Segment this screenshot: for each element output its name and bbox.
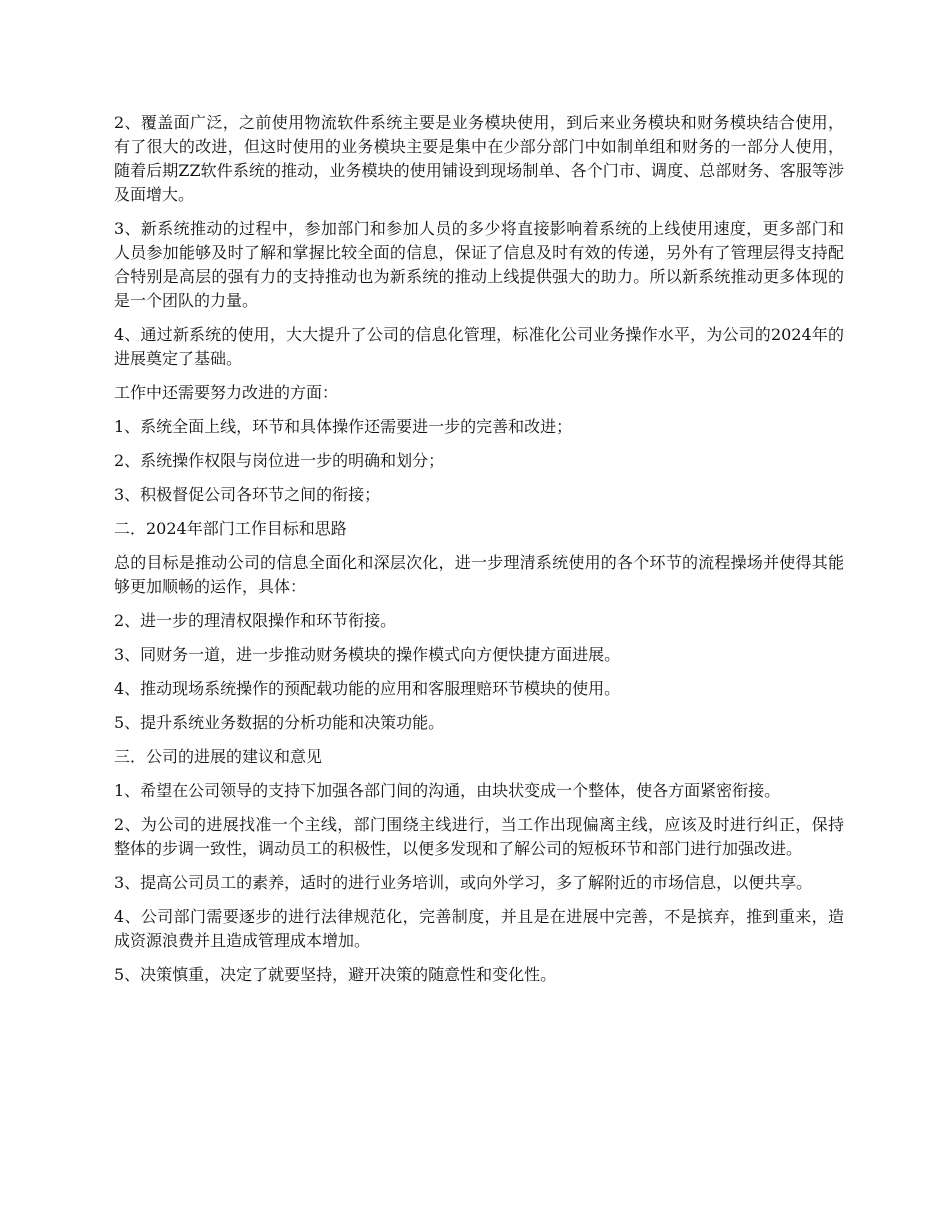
paragraph-suggestion-3: 3、提高公司员工的素养，适时的进行业务培训，或向外学习，多了解附近的市场信息，以便共享。 (114, 873, 813, 892)
paragraph-team-participation: 3、新系统推动的过程中，参加部门和参加人员的多少将直接影响着系统的上线使用速度，更多部门和人员参加能够及时了解和掌握比较全面的信息，保证了信息及时有效的传递，另外有了管理层得支持配合特别是高层的强有力的支持推动也为新系统的推动上线提供强大的助力。所以新系统推动更多体现的是一个团队的力量。 (114, 219, 844, 310)
paragraph-goal-4: 4、推动现场系统操作的预配载功能的应用和客服理赔环节模块的使用。 (114, 679, 621, 698)
paragraph-suggestion-5: 5、决策慎重，决定了就要坚持，避开决策的随意性和变化性。 (114, 965, 557, 984)
paragraph-overall-goal: 总的目标是推动公司的信息全面化和深层次化，进一步理清系统使用的各个环节的流程操场并使得其能够更加顺畅的运作，具体： (114, 553, 844, 596)
paragraph-suggestion-2: 2、为公司的进展找准一个主线，部门围绕主线进行，当工作出现偏离主线，应该及时进行纠正，保持整体的步调一致性，调动员工的积极性，以便多发现和了解公司的短板环节和部门进行加强改进。 (114, 815, 844, 858)
paragraph-improvement-heading: 工作中还需要努力改进的方面： (114, 383, 339, 402)
paragraph-improvement-3: 3、积极督促公司各环节之间的衔接； (114, 485, 381, 504)
paragraph-improvement-1: 1、系统全面上线，环节和具体操作还需要进一步的完善和改进； (114, 417, 573, 436)
paragraph-suggestion-1: 1、希望在公司领导的支持下加强各部门间的沟通，由块状变成一个整体，使各方面紧密衔接。 (114, 781, 781, 800)
paragraph-goal-5: 5、提升系统业务数据的分析功能和决策功能。 (114, 713, 445, 732)
section-heading-suggestions: 三．公司的进展的建议和意见 (114, 747, 323, 766)
section-heading-goals: 二．2024年部门工作目标和思路 (114, 519, 347, 538)
paragraph-goal-3: 3、同财务一道，进一步推动财务模块的操作模式向方便快捷方面进展。 (114, 645, 621, 664)
paragraph-improvement-2: 2、系统操作权限与岗位进一步的明确和划分； (114, 451, 445, 470)
paragraph-suggestion-4: 4、公司部门需要逐步的进行法律规范化，完善制度，并且是在进展中完善，不是摈弃，推到重来，造成资源浪费并且造成管理成本增加。 (114, 907, 844, 950)
paragraph-coverage: 2、覆盖面广泛，之前使用物流软件系统主要是业务模块使用，到后来业务模块和财务模块结合使用，有了很大的改进，但这时使用的业务模块主要是集中在少部分部门中如制单组和财务的一部分人使用，随着后期ZZ软件系统的推动，业务模块的使用铺设到现场制单、各个门市、调度、总部财务、客服等涉及面增大。 (114, 113, 844, 204)
document-page (114, 111, 844, 997)
paragraph-goal-2: 2、进一步的理清权限操作和环节衔接。 (114, 611, 397, 630)
paragraph-informatization: 4、通过新系统的使用，大大提升了公司的信息化管理，标准化公司业务操作水平，为公司的2024年的进展奠定了基础。 (114, 325, 844, 368)
